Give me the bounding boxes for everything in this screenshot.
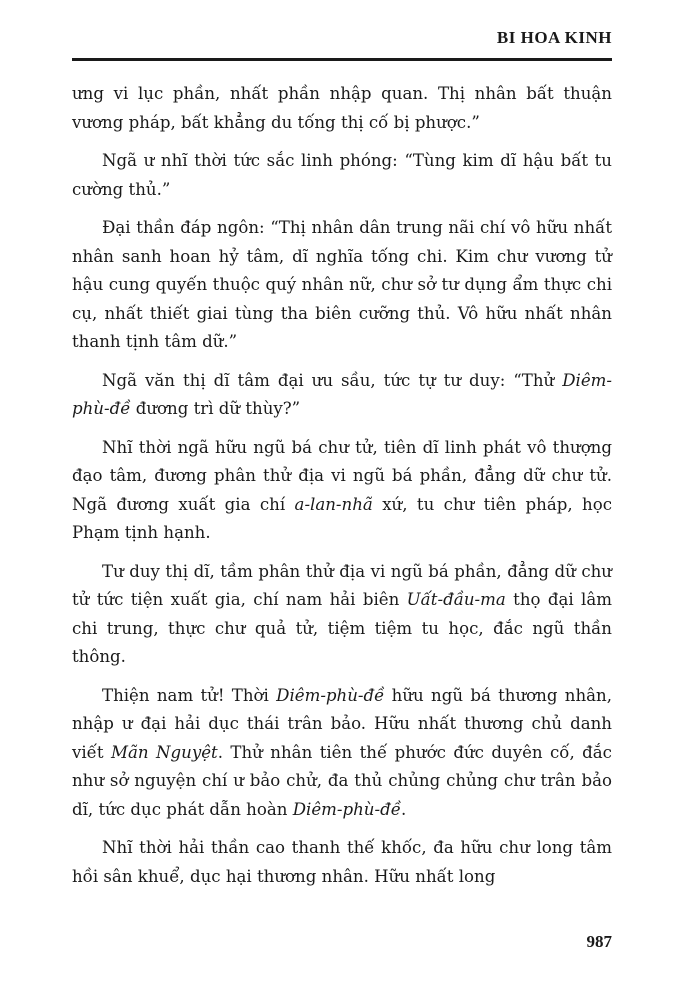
text-run: xứ, tu chư tiên pháp, học Phạm tịnh hạnh. (72, 494, 612, 542)
paragraph (72, 834, 612, 891)
text-run: Đại thần đáp ngôn: “Thị nhân dân trung nãi chí vô hữu nhất nhân sanh hoan hỷ tâm, dĩ nghĩa tống chi. Kim chư vương tử hậu cung quyến thuộc quý nhân nữ, chư sở tư dụng ẩm thực chi cụ, nhất thiết giai tùng tha biên cưỡng thủ. Vô hữu nhất nhân thanh tịnh tâm dữ.” (72, 218, 612, 351)
paragraph (72, 147, 612, 204)
italic-term: Mãn Nguyệt (111, 742, 218, 762)
page-number: 987 (586, 932, 612, 951)
text-run: thọ đại lâm chi trung, thực chư quả tử, tiệm tiệm tu học, đắc ngũ thần thông. (72, 590, 612, 666)
italic-term: a-lan-nhã (294, 494, 373, 514)
italic-term: Diêm-phù-đề (276, 685, 385, 705)
text-run: Nhĩ thời ngã hữu ngũ bá chư tử, tiên dĩ linh phát vô thượng đạo tâm, đương phân thử địa vi ngũ bá phần, đẳng dữ chư tử. Ngã đương xuất gia chí (72, 437, 612, 514)
text-run: ưng vi lục phần, nhất phần nhập quan. Thị nhân bất thuận vương pháp, bất khẳng du tống thị cố bị phược.” (72, 84, 612, 132)
paragraph (72, 434, 612, 548)
paragraph (72, 80, 612, 137)
paragraph (72, 682, 612, 825)
italic-term: Diêm-phù-đề (292, 799, 401, 819)
text-run: Thiện nam tử! Thời (102, 685, 277, 705)
header-title: BI HOA KINH (496, 28, 612, 47)
text-run: Nhĩ thời hải thần cao thanh thế khốc, đa hữu chư long tâm hồi sân khuể, dục hại thương nhân. Hữu nhất long (72, 838, 612, 886)
paragraph (72, 367, 612, 424)
text-run: . (400, 799, 407, 819)
text-run: Ngã văn thị dĩ tâm đại ưu sầu, tức tự tư duy: “Thử (102, 370, 563, 390)
paragraph (72, 214, 612, 357)
italic-term: Uất-đầu-ma (406, 590, 506, 609)
text-run: đương trì dữ thùy?” (130, 399, 301, 418)
paragraph (72, 558, 612, 672)
running-header (72, 22, 612, 61)
body-text (72, 80, 612, 901)
text-run: hữu ngũ bá thương nhân, nhập ư đại hải dục thái trân bảo. Hữu nhất thương chủ danh viết (72, 685, 612, 762)
text-run: Tư duy thị dĩ, tầm phân thử địa vi ngũ bá phần, đẳng dữ chư tử tức tiện xuất gia, chí nam hải biên (72, 561, 612, 609)
text-run: . Thử nhân tiên thế phước đức duyên cố, đắc như sở nguyện chí ư bảo chử, đa thủ chủng chủng chư trân bảo dĩ, tức dục phát dẫn hoàn (72, 742, 612, 819)
italic-term: Diêm-phù-đề (72, 370, 612, 418)
text-run: Ngã ư nhĩ thời tức sắc linh phóng: “Tùng kim dĩ hậu bất tu cường thủ.” (72, 151, 612, 199)
